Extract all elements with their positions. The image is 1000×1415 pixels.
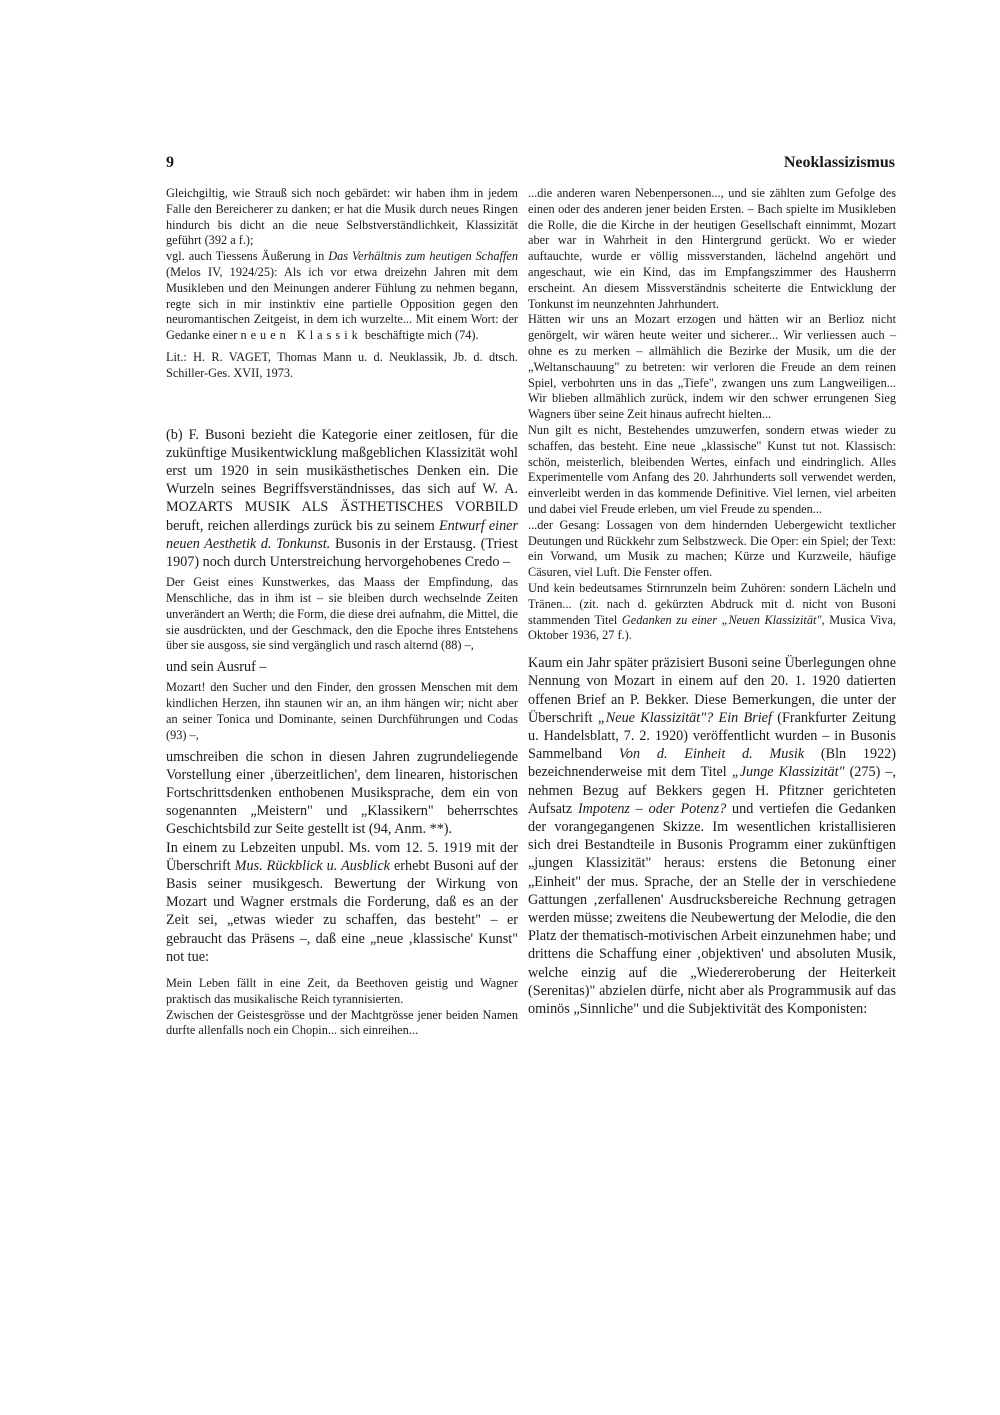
text-run: Busonis in der Erstausg. (Triest 1907) noch durch Unterstreichung hervorgehobenes Credo – xyxy=(166,535,519,570)
text-run: (Frankfurter Zeitung u. Handelsblatt, 7. 2. 1920) veröffentlicht wurden – in Busonis Sammelband xyxy=(528,709,896,763)
quote-busoni-credo: Der Geist eines Kunstwerkes, das Maass der Empfindung, das Menschliche, das in ihm ist – sie bleiben durch wechselnde Zeiten unverändert an Werth; die Form, die diese drei aufnahm, die Mittel, die sie ausdrückten, und der Geschmack, den die Epoche ihres Entstehens über sie ausgoss, sie sind vergänglich und rasch alternd (88) –, xyxy=(166,575,518,653)
text-run: (Bln 1922) bezeichnenderweise mit dem Titel xyxy=(528,746,896,781)
text-run: vgl. auch Tiessens Äußerung in xyxy=(166,249,329,264)
quote-strauss: Gleichgiltig, wie Strauß sich noch gebärdet: wir haben ihm in jedem Falle den Bereicherer zu danken; er hat die Musik durch neues Ringen hindurch bis dicht an die neue Selbstverständlichkeit, Klassizität geführt (392 a f.); xyxy=(166,186,518,248)
spaced-emphasis: neuen Klassik xyxy=(240,328,362,343)
quote-klassische-kunst: Nun gilt es nicht, Bestehendes umzuwerfen, sondern etwas wieder zu schaffen, das besteht. Eine neue „klassische" Kunst tut not. Klassisch: schön, meisterlich, bleibenden Wertes, einfach und eindringlich. Alles Experimentelle vom Anfang des 20. Jahrhunderts soll verwendet werden, einverleibt werden in das kommende Definitive. Viel lernen, viel arbeiten und dabei viel Freude erleben, um viel Freude zu spenden... xyxy=(528,422,896,516)
text-run: In einem zu Lebzeiten unpubl. Ms. vom 12. 5. 1919 mit der Überschrift xyxy=(166,839,518,874)
literature-reference: Lit.: H. R. VAGET, Thomas Mann u. d. Neuklassik, Jb. d. dtsch. Schiller-Ges. XVII, 1973. xyxy=(166,349,518,380)
text-run: beschäftigte mich (74). xyxy=(361,328,479,343)
italic-title: Das Verhältnis zum heutigen Schaffen xyxy=(328,249,518,264)
body-paragraph xyxy=(528,654,896,1018)
quote-busoni-leben: Mein Leben fällt in eine Zeit, da Beethoven geistig und Wagner praktisch das musikalische Reich tyrannisierten. xyxy=(166,976,518,1006)
quote-busoni-chopin: Zwischen der Geistesgrösse und der Machtgrösse jener beiden Namen durfte allenfalls noch ein Chopin... sich einreihen... xyxy=(166,1007,518,1038)
text-run: und vertiefen die Gedanken der vorangegangenen Skizze. Im wesentlichen kristallisieren sich drei Bestandteile in Busonis Programm einer zukünftigen „jungen Klassizität" heraus: erstens die Betonung einer „Einheit" der mus. Sprache, der an Stelle der in verschiedene Gattungen ‚zerfallenen' Ausdrucksbereiche Rechnung getragen werden müsse; zweitens die Neubewertung der Melodie, die den Platz der thematisch-motivischen Arbeit einzunehmen habe; und drittens die Schaffung einer ‚objektiven' und absoluten Musik, welche einzig auf die „Wiedereroberung der Heiterkeit (Serenitas)" abzielen dürfe, nicht aber als Programmusik auf das ominös „Sinnliche" und die Subjektivität des Komponisten: xyxy=(528,800,896,1017)
quote-gesang: ...der Gesang: Lossagen von dem hindernden Uebergewicht textlicher Deutungen und Rückkehr zum Selbstzweck. Die Oper: ein Spiel; der Text: ein Vorwand, um Musik zu machen; Kürze und Kurzweile, häufige Cäsuren, viel Luft. Die Fenster offen. xyxy=(528,517,896,580)
italic-title: Gedanken zu einer „Neuen Klassizität", xyxy=(621,612,825,627)
quote-mozart: Mozart! den Sucher und den Finder, den grossen Menschen mit dem kindlichen Herzen, ihn staunen wir an, an ihm hängen wir; nicht aber an seiner Tonica und Dominante, seinen Durchführungen und Codas (93) –, xyxy=(166,680,518,742)
italic-title: „Junge Klassizität" xyxy=(731,764,845,781)
text-run: Und kein bedeutsames Stirnrunzeln beim Zuhören: sondern Lächeln und Tränen... (zit. nach d. gekürzten Abdruck mit d. nicht von Busoni stammenden Titel xyxy=(528,580,896,627)
text-run: (275) –, nehmen Bezug auf Bekkers gegen H. Pfitzner gerichteten Aufsatz xyxy=(528,764,896,817)
quote-tiessen xyxy=(166,249,518,344)
quote-mozart-erzogen: Hätten wir uns an Mozart erzogen und hätten wir an Berlioz nicht genörgelt, wir wären heute weiter und sicherer... Wir verliessen auch – ohne es zu merken – allmählich die Bezirke der Musik, um die der „Weltanschauung" zu betreten: wir verloren die Freude an dem reinen Spiel, verbohrten uns in das „Tiefe", zwangen uns zum Langweiligen... Wir blieben allmählich zurück, indem wir den schwer errungenen Sieg Wagners über seine Zeit hinaus aufrecht hielten... xyxy=(528,312,896,422)
page-number: 9 xyxy=(166,154,174,171)
body-text: und sein Ausruf – xyxy=(166,659,267,676)
body-paragraph: umschreiben die schon in diesen Jahren zugrundeliegende Vorstellung einer ‚überzeitlichen', dem linearen, historischen Fortschrittsdenken enthobenen Musiksprache, dem ein von sogenannten „Meistern" und „Klassikern" beherrschtes Geschichtsbild zur Seite gestellt ist (94, Anm. **). xyxy=(166,748,518,838)
italic-title: Entwurf einer neuen Aesthetik d. Tonkunst. xyxy=(166,517,518,552)
body-paragraph xyxy=(166,839,518,966)
text-run: erhebt Busoni auf der Basis seiner musikgesch. Bewertung der Wirkung von Mozart und Wagner erstmals die Forderung, daß es an der Zeit sei, „etwas wieder zu schaffen, das besteht" – er gebraucht das Präsens –, daß eine „neue ‚klassische' Kunst" not tue: xyxy=(166,857,518,965)
quote-stirnrunzeln xyxy=(528,581,896,644)
italic-title: „Neue Klassizität"? Ein Brief xyxy=(597,709,772,726)
italic-title: Impotenz – oder Potenz? xyxy=(577,800,727,817)
left-column xyxy=(166,186,518,1039)
italic-title: Von d. Einheit d. Musik xyxy=(618,746,805,763)
text-run: Kaum ein Jahr später präzisiert Busoni seine Überlegungen ohne Nennung von Mozart in einem auf den 20. 1. 1920 datierten offenen Brief an P. Bekker. Diese Bemerkungen, die unter der Überschrift xyxy=(528,655,896,726)
right-column xyxy=(528,186,896,1018)
text-run: (b) F. Busoni bezieht die Kategorie einer zeitlosen, für die zukünftige Musikentwicklung maßgeblichen Klassizität wohl erst um 1920 in sein musikästhetisches Denken ein. Die Wurzeln seines Begriffsverständnisses, das sich auf W. A. MOZARTS MUSIK ALS ÄSTHETISCHES VORBILD beruft, reichen allerdings zurück bis zu seinem xyxy=(166,426,518,534)
quote-nebenpersonen: ...die anderen waren Nebenpersonen..., und sie zählten zum Gefolge des einen oder des anderen jener beiden Ersten. – Bach spielte im Musikleben die Rolle, die die Kirche in der heutigen Gesellschaft einnimmt, Mozart aber war in Wahrheit in den Hintergrund gerückt. Wo er wieder auftauchte, wurde er völlig missverstanden, lächelnd angehört und angeschaut, wie ein Kind, das im Empfangszimmer des Hausherrn erscheint. An diesem Missverständnis scheiterte die Entwicklung der Tonkunst im neunzehnten Jahrhundert. xyxy=(528,186,896,311)
section-b-paragraph xyxy=(166,426,518,572)
text-run: Musica Viva, Oktober 1936, 27 f.). xyxy=(528,612,896,643)
running-title: Neoklassizismus xyxy=(783,154,895,171)
text-run: (Melos IV, 1924/25): Als ich vor etwa dreizehn Jahren mit dem Musikleben und den Meinungen anderer Fühlung zu nehmen begann, regte sich in mir instinktiv eine partielle Opposition gegen den neuromantischen Zeitgeist, in dem ich wurzelte... Mit einem Wort: der Gedanke einer xyxy=(166,264,518,343)
italic-title: Mus. Rückblick u. Ausblick xyxy=(234,857,390,874)
